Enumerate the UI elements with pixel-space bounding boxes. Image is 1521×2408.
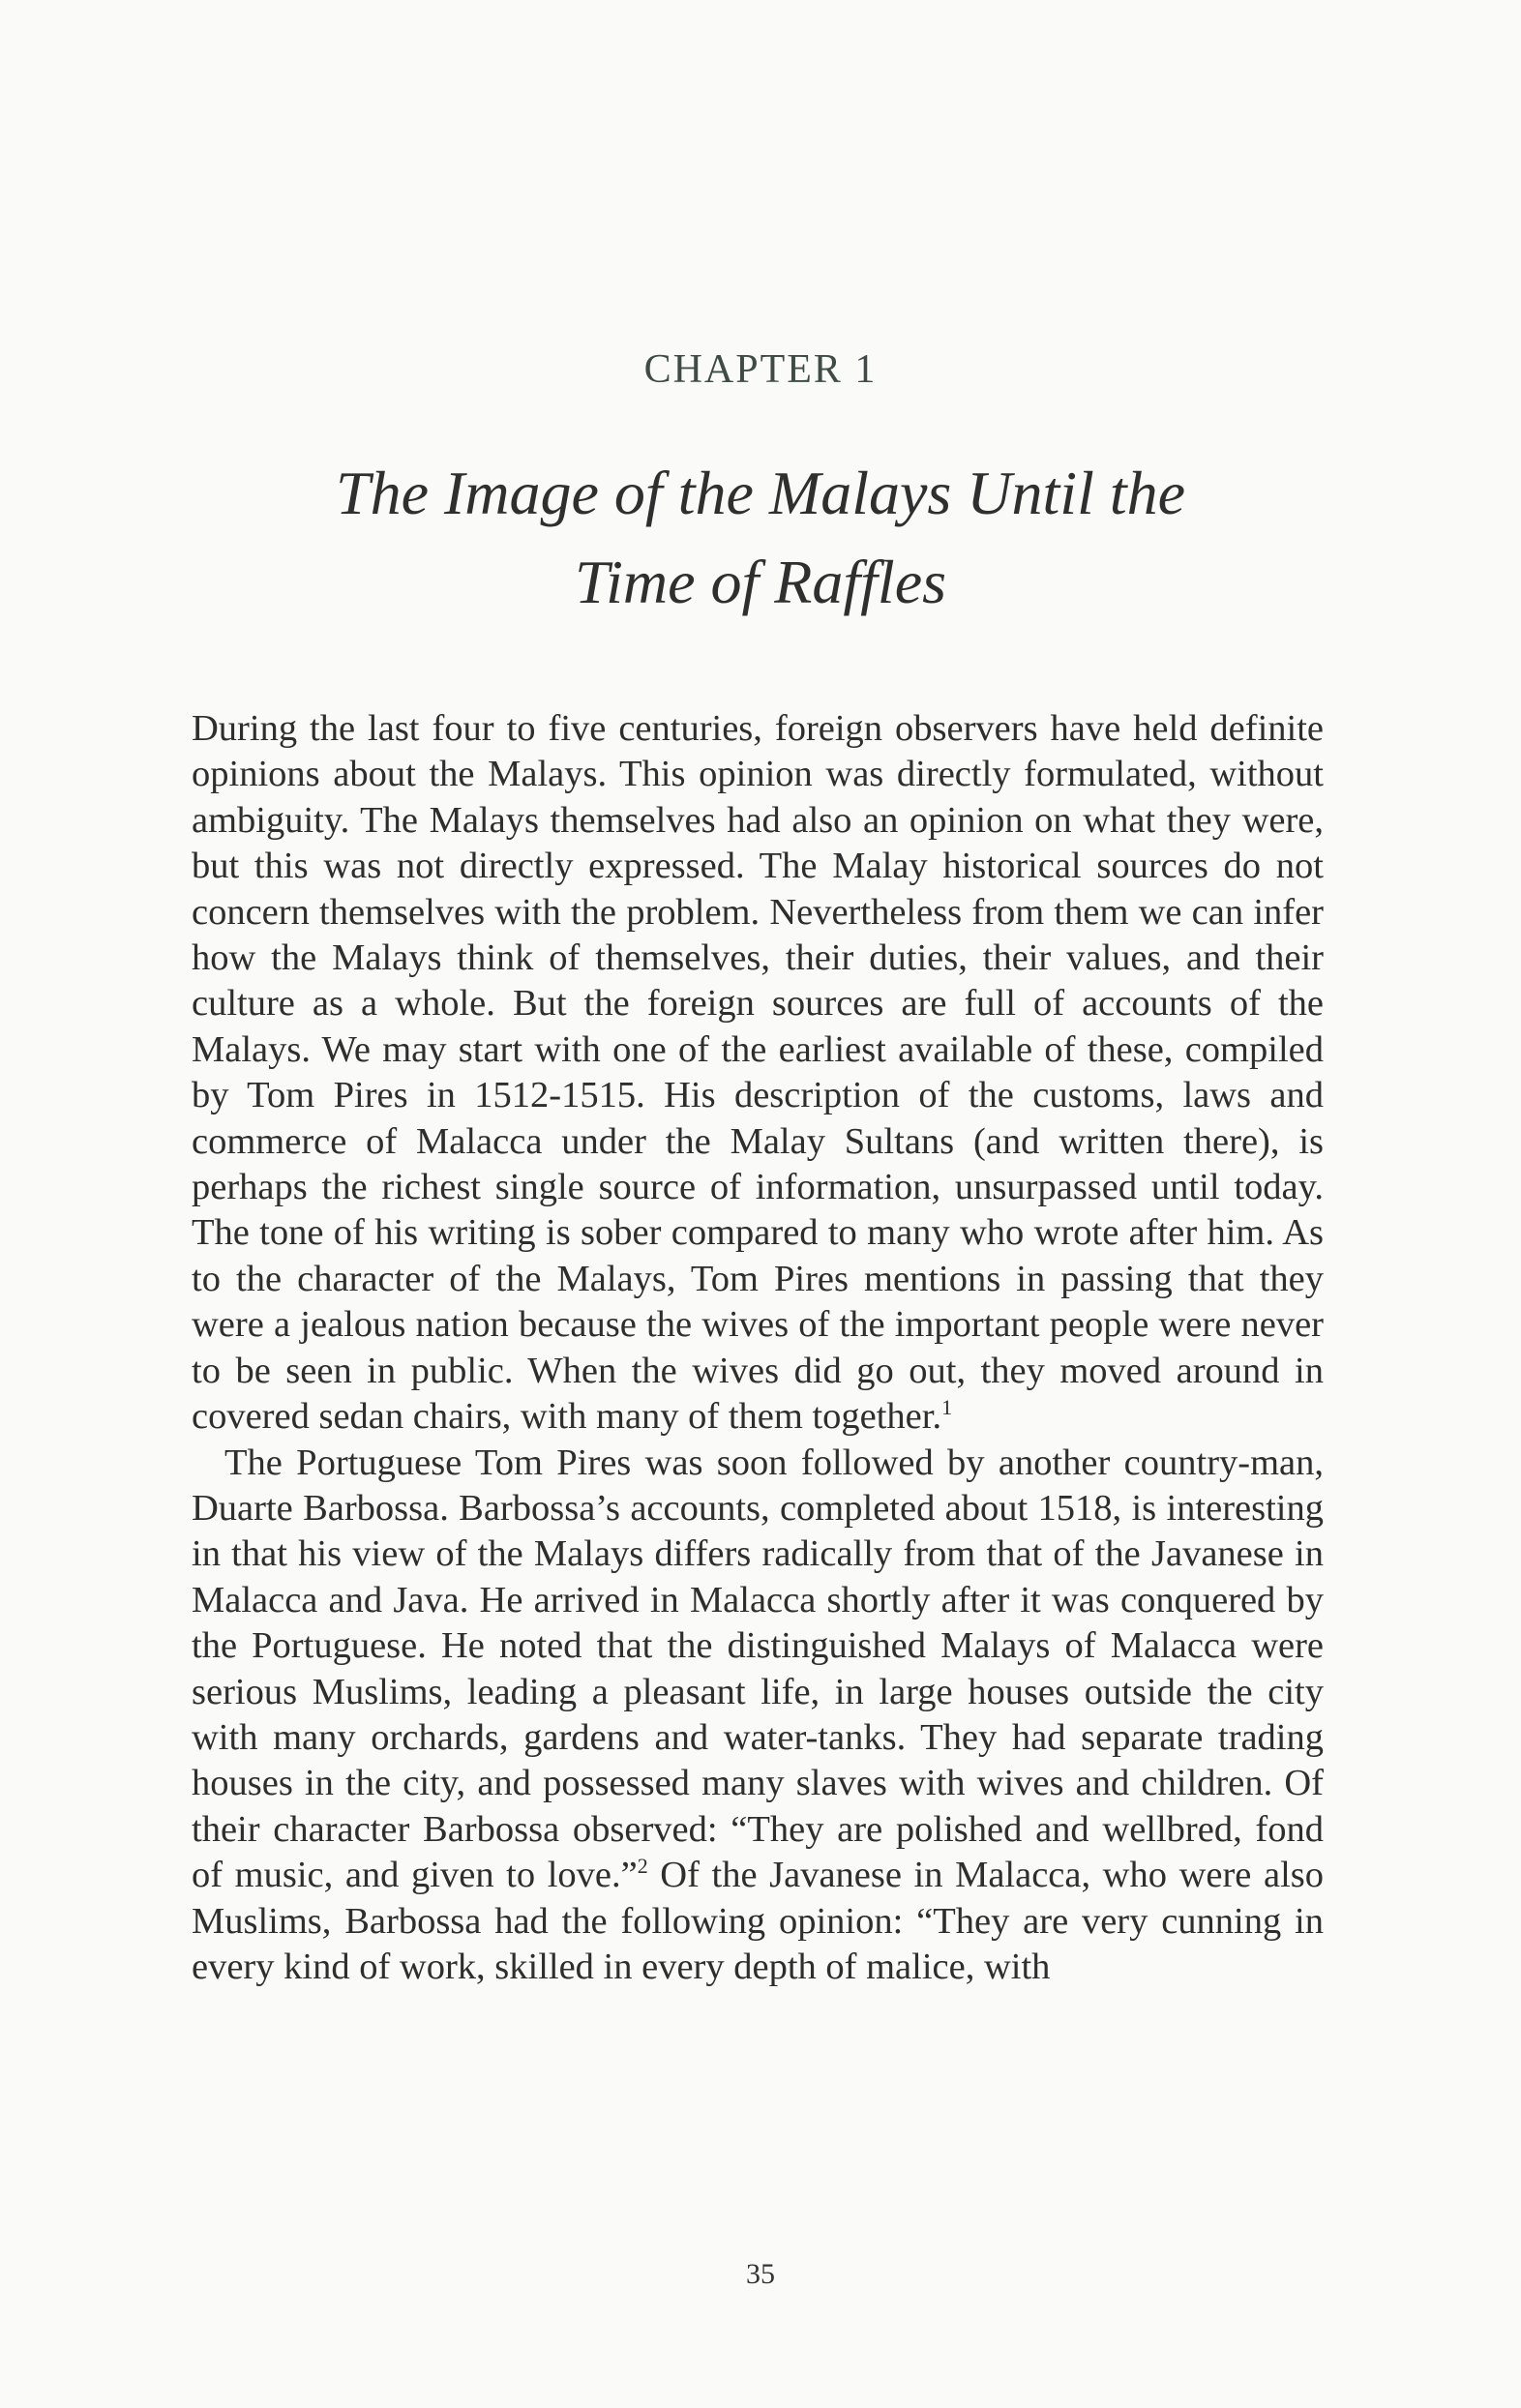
chapter-title-line-1: The Image of the Malays Until the (335, 459, 1186, 527)
page-number: 35 (746, 2258, 775, 2290)
footnote-ref-1[interactable]: 1 (941, 1395, 953, 1420)
body-text (192, 706, 1324, 1990)
paragraph-1-text: During the last four to five centuries, foreign observers have held definite opinions about the Malays. This opinion was directly formulated, without ambiguity. The Malays themselves had also an opinion on what they were, but this was not directly expressed. The Malay historical sources do not concern themselves with the problem. Nevertheless from them we can infer how the Malays think of themselves, their duties, their values, and their culture as a whole. But the foreign sources are full of accounts of the Malays. We may start with one of the earliest available of these, compiled by Tom Pires in 1512-1515. His description of the customs, laws and commerce of Malacca under the Malay Sultans (and written there), is perhaps the richest single source of information, unsurpassed until today. The tone of his writing is sober compared to many who wrote after him. As to the character of the Malays, Tom Pires mentions in passing that they were a jealous nation because the wives of the important people were never to be seen in public. When the wives did go out, they moved around in covered sedan chairs, with many of them together. (192, 708, 1324, 1438)
footnote-ref-2[interactable]: 2 (637, 1854, 648, 1879)
paragraph-2 (192, 1441, 1324, 1991)
paragraph-1 (192, 706, 1324, 1441)
chapter-label: CHAPTER 1 (643, 347, 878, 392)
paragraph-2-text-a: The Portuguese Tom Pires was soon followed by another country-man, Duarte Barbossa. Barbossa’s accounts, completed about 1518, is interesting in that his view of the Malays differs radically from that of the Javanese in Malacca and Java. He arrived in Malacca shortly after it was conquered by the Portuguese. He noted that the distinguished Malays of Malacca were serious Muslims, leading a pleasant life, in large houses outside the city with many orchards, gardens and water-tanks. They had separate trading houses in the city, and possessed many slaves with wives and children. Of their character Barbossa observed: “They are polished and wellbred, fond of music, and given to love.” (192, 1442, 1324, 1896)
chapter-title (0, 449, 1521, 627)
paragraph-2-text-b: Of the Javanese in Malacca, who were also Muslims, Barbossa had the following opinion: “They are very cunning in every kind of work, skilled in every depth of malice, with (192, 1855, 1324, 1987)
chapter-title-line-2: Time of Raffles (575, 548, 946, 616)
